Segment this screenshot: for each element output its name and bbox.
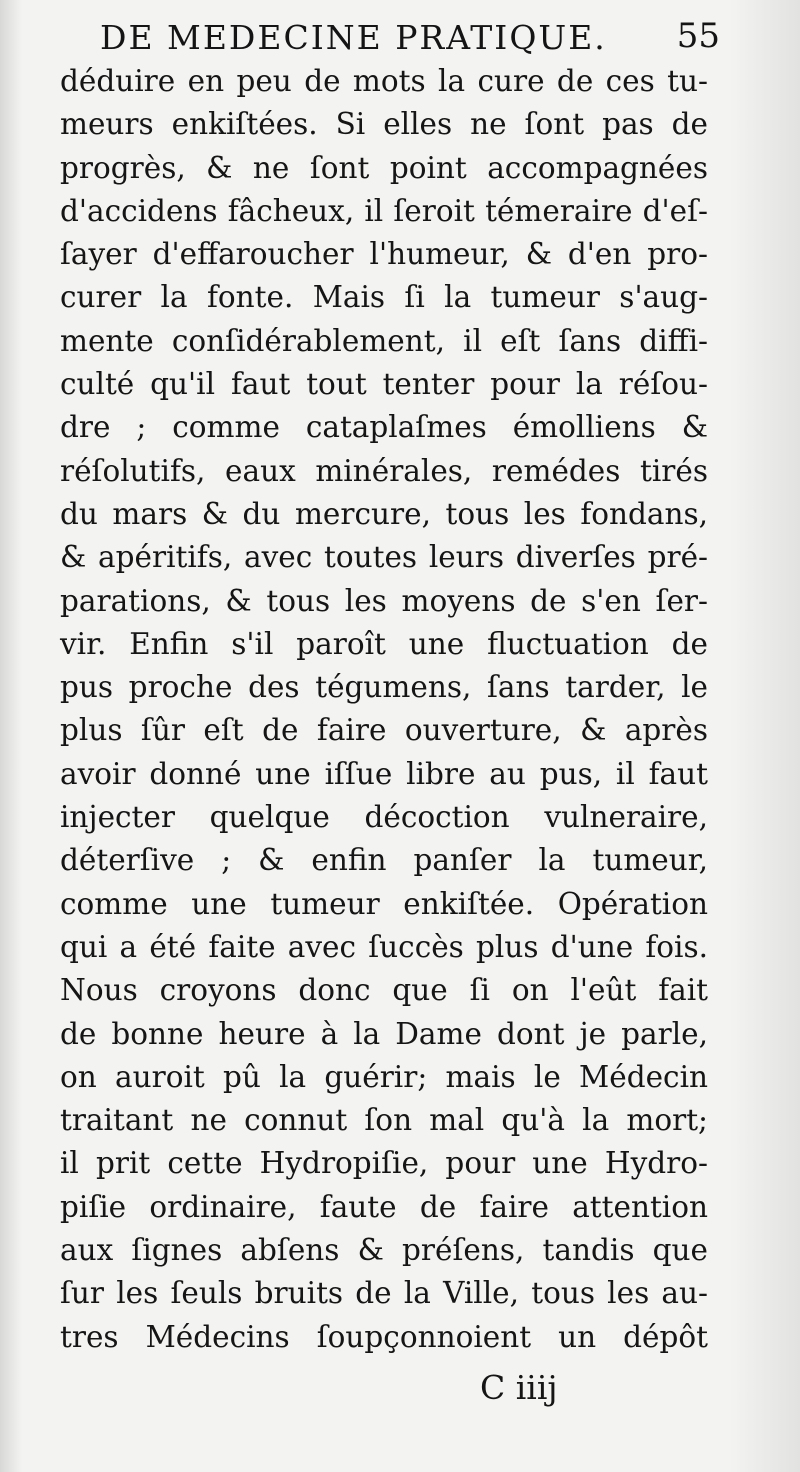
text-line: du mars & du mercure, tous les fondans, <box>60 496 708 531</box>
text-line: réſolutifs, eaux minérales, remédes tirés <box>60 453 708 488</box>
running-head-title: DE MEDECINE PRATIQUE. <box>100 18 607 57</box>
text-line: piſie ordinaire, faute de faire attention <box>60 1189 708 1224</box>
text-line: mente conſidérablement, il eſt ſans diffi- <box>60 323 708 358</box>
text-line: on auroit pû la guérir; mais le Médecin <box>60 1059 708 1094</box>
text-line: aux ſignes abſens & préſens, tandis que <box>60 1233 708 1268</box>
text-line: vir. Enfin s'il paroît une fluctuation de <box>60 626 708 661</box>
text-line: dre ; comme cataplaſmes émolliens & <box>60 410 708 445</box>
text-line: comme une tumeur enkiſtée. Opération <box>60 886 708 921</box>
text-line: meurs enkiſtées. Si elles ne ſont pas de <box>60 107 708 142</box>
text-line: ſayer d'effaroucher l'humeur, & d'en pro- <box>60 237 708 272</box>
text-line: curer la fonte. Mais ſi la tumeur s'aug- <box>60 280 708 315</box>
text-line: avoir donné une iſſue libre au pus, il faut <box>60 756 708 791</box>
text-line: & apéritifs, avec toutes leurs diverſes pré- <box>60 540 708 575</box>
signature-mark: C iiij <box>480 1368 558 1407</box>
text-line: progrès, & ne ſont point accompagnées <box>60 150 708 185</box>
text-line: tres Médecins ſoupçonnoient un dépôt <box>60 1319 708 1354</box>
text-line: Nous croyons donc que ſi on l'eût fait <box>60 973 708 1008</box>
text-line: de bonne heure à la Dame dont je parle, <box>60 1016 708 1051</box>
text-line: déduire en peu de mots la cure de ces tu- <box>60 64 708 98</box>
page-gutter-shadow <box>0 0 22 1472</box>
page-number: 55 <box>676 16 720 56</box>
text-line: plus ſûr eſt de faire ouverture, & après <box>60 713 708 748</box>
body-text <box>60 60 708 1359</box>
text-line: il prit cette Hydropiſie, pour une Hydro- <box>60 1146 708 1181</box>
text-line: qui a été faite avec ſuccès plus d'une fois. <box>60 929 708 964</box>
page-edge-shadow <box>730 0 800 1472</box>
text-line: traitant ne connut ſon mal qu'à la mort; <box>60 1103 708 1138</box>
running-head <box>100 14 720 66</box>
text-line: d'accidens fâcheux, il ſeroit témeraire d'eſ- <box>60 193 708 228</box>
text-line: culté qu'il faut tout tenter pour la réſou- <box>60 367 708 402</box>
text-line: pus proche des tégumens, ſans tarder, le <box>60 670 708 705</box>
text-line: ſur les ſeuls bruits de la Ville, tous les au- <box>60 1276 708 1311</box>
text-line: injecter quelque décoction vulneraire, <box>60 800 708 835</box>
text-line: parations, & tous les moyens de s'en ſer- <box>60 583 708 618</box>
text-line: déterſive ; & enfin panſer la tumeur, <box>60 843 708 878</box>
